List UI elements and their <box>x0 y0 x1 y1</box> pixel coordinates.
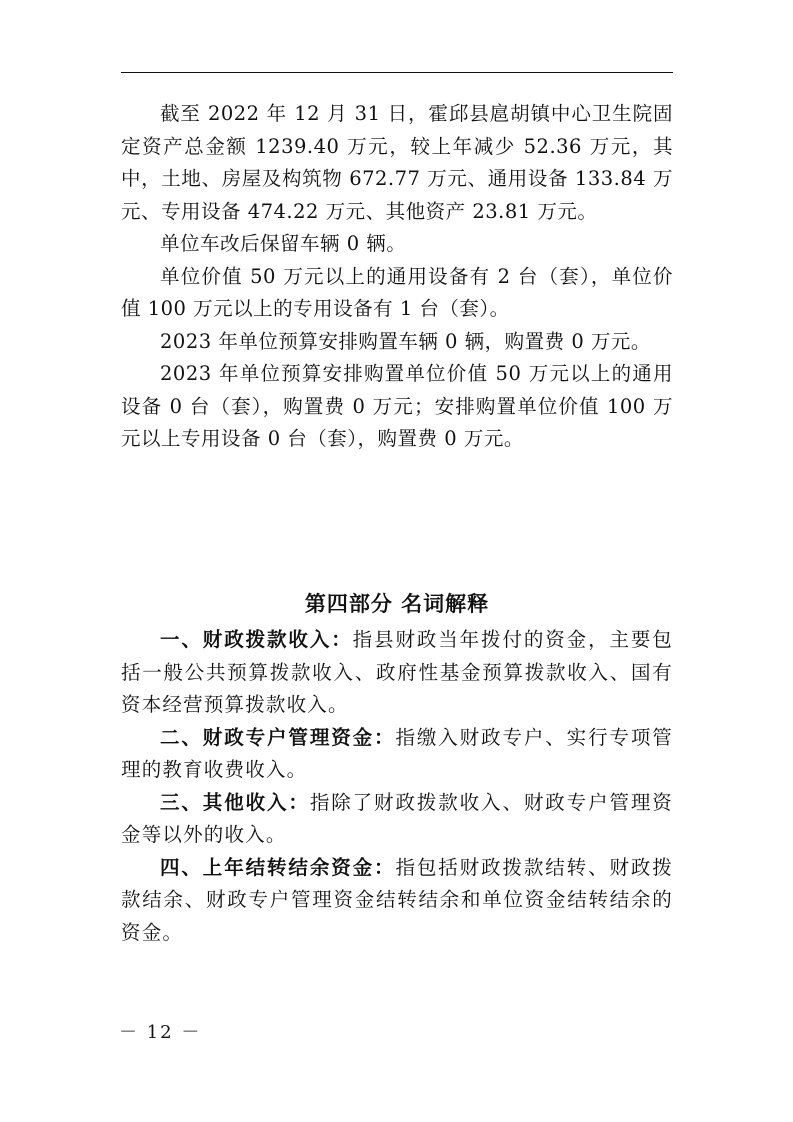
assets-section <box>121 98 673 456</box>
paragraph-vehicle-purchase: 2023 年单位预算安排购置车辆 0 辆，购置费 0 万元。 <box>160 329 651 353</box>
header-rule <box>121 72 673 73</box>
glossary-section <box>121 588 673 949</box>
glossary-term: 四、上年结转结余资金： <box>160 855 396 879</box>
glossary-term: 二、财政专户管理资金： <box>160 725 396 749</box>
glossary-definition: 指除了财政拨款收入、财政专户管理资金等以外的收入。 <box>121 790 673 846</box>
glossary-term: 三、其他收入： <box>160 790 310 814</box>
glossary-definition: 指包括财政拨款结转、财政拨款结余、财政专户管理资金结转结余和单位资金结转结余的资金。 <box>121 855 673 944</box>
glossary-definition: 指县财政当年拨付的资金，主要包括一般公共预算拨款收入、政府性基金预算拨款收入、国有资本经营预算拨款收入。 <box>121 628 673 716</box>
paragraph-fixed-assets: 截至 2022 年 12 月 31 日，霍邱县扈胡镇中心卫生院固定资产总金额 1239.40 万元，较上年减少 52.36 万元，其中，土地、房屋及构筑物 672.77 万元、通用设备 133.84 万元、专用设备 474.22 万元、其他资产 23.81 万元。 <box>121 102 673 223</box>
glossary-definition: 指缴入财政专户、实行专项管理的教育收费收入。 <box>121 725 673 781</box>
glossary-item <box>121 787 673 852</box>
glossary-item <box>121 722 673 787</box>
paragraph-vehicles-retained: 单位车改后保留车辆 0 辆。 <box>160 232 407 255</box>
paragraph-equipment-purchase: 2023 年单位预算安排购置单位价值 50 万元以上的通用设备 0 台（套），购置费 0 万元；安排购置单位价值 100 万元以上专用设备 0 台（套），购置费 0 万元。 <box>121 362 673 450</box>
glossary-item <box>121 624 673 722</box>
glossary-term: 一、财政拨款收入： <box>160 628 353 651</box>
page-number: － 12 － <box>119 1022 202 1043</box>
glossary-item <box>121 852 673 950</box>
section-title: 第四部分 名词解释 <box>304 592 490 616</box>
paragraph-equipment-count: 单位价值 50 万元以上的通用设备有 2 台（套），单位价值 100 万元以上的专用设备有 1 台（套）。 <box>121 264 673 320</box>
